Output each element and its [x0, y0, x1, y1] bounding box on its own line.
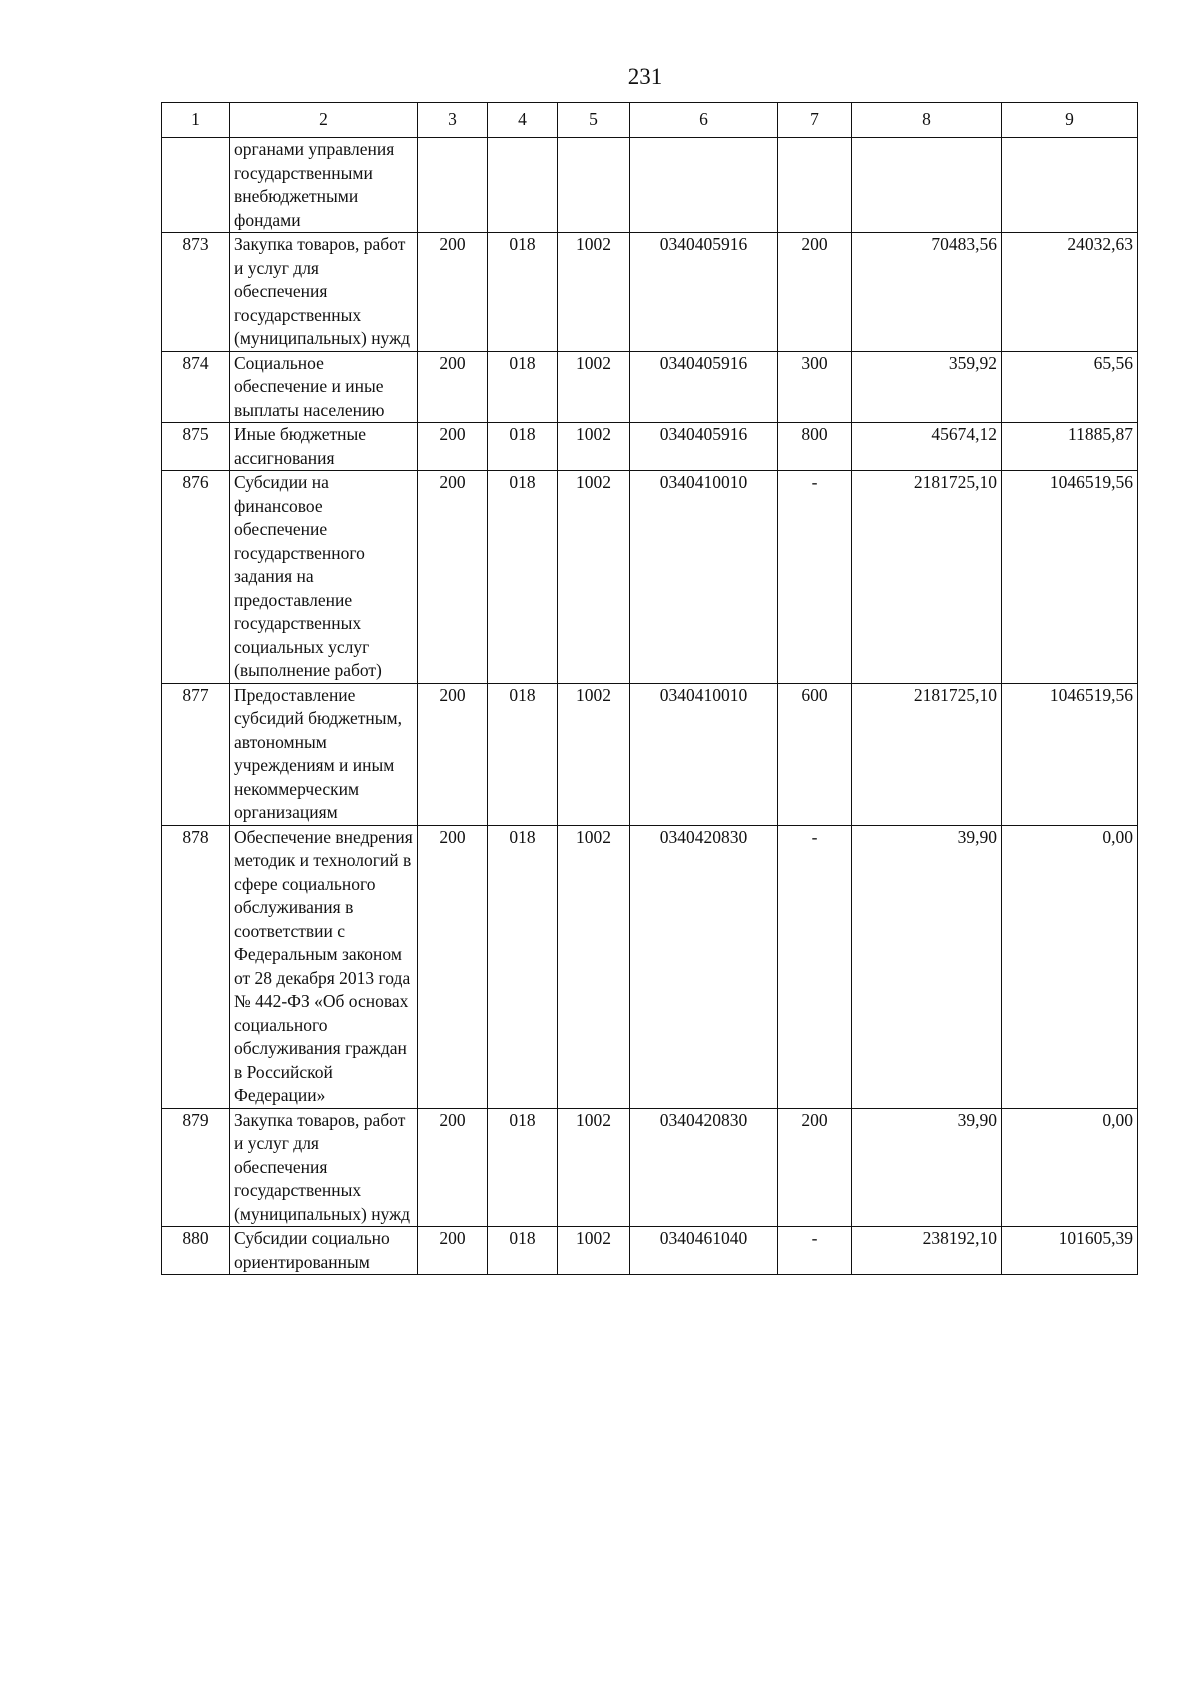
col3-cell: 200: [418, 471, 488, 684]
col8-amount: 238192,10: [852, 1227, 1002, 1275]
col5-cell: 1002: [558, 471, 630, 684]
col9-amount: [1002, 138, 1138, 233]
col7-cell: 300: [778, 351, 852, 423]
row-name: Социальное обеспечение и иные выплаты населению: [230, 351, 418, 423]
col8-amount: [852, 138, 1002, 233]
col6-cell: 0340461040: [630, 1227, 778, 1275]
col7-cell: 800: [778, 423, 852, 471]
row-number: 880: [162, 1227, 230, 1275]
col7-cell: [778, 138, 852, 233]
col6-cell: 0340405916: [630, 351, 778, 423]
col8-amount: 2181725,10: [852, 471, 1002, 684]
header-cell: 2: [230, 103, 418, 138]
header-cell: 4: [488, 103, 558, 138]
row-name: Обеспечение внедрения методик и технологий в сфере социального обслуживания в соответствии с Федеральным законом от 28 декабря 2013 года № 442-ФЗ «Об основах социального обслуживания граждан в Российской Федерации»: [230, 825, 418, 1108]
col4-cell: 018: [488, 351, 558, 423]
table-header: [162, 103, 1138, 138]
col4-cell: [488, 138, 558, 233]
header-cell: 6: [630, 103, 778, 138]
table-row: [162, 1227, 1138, 1275]
row-name: органами управления государственными внебюджетными фондами: [230, 138, 418, 233]
col3-cell: 200: [418, 233, 488, 352]
table-row: [162, 1108, 1138, 1227]
table-row: [162, 351, 1138, 423]
col4-cell: 018: [488, 233, 558, 352]
table-row: [162, 233, 1138, 352]
table-row: [162, 825, 1138, 1108]
col3-cell: [418, 138, 488, 233]
header-cell: 9: [1002, 103, 1138, 138]
budget-table: [161, 102, 1138, 1275]
col5-cell: 1002: [558, 1108, 630, 1227]
table-row: [162, 138, 1138, 233]
col5-cell: 1002: [558, 825, 630, 1108]
col7-cell: 600: [778, 683, 852, 825]
table-row: [162, 683, 1138, 825]
row-number: 876: [162, 471, 230, 684]
col7-cell: -: [778, 1227, 852, 1275]
col9-amount: 1046519,56: [1002, 471, 1138, 684]
row-number: 874: [162, 351, 230, 423]
col9-amount: 0,00: [1002, 1108, 1138, 1227]
col4-cell: 018: [488, 825, 558, 1108]
col3-cell: 200: [418, 1227, 488, 1275]
col7-cell: 200: [778, 233, 852, 352]
col9-amount: 65,56: [1002, 351, 1138, 423]
row-name: Иные бюджетные ассигнования: [230, 423, 418, 471]
col8-amount: 39,90: [852, 1108, 1002, 1227]
row-name: Субсидии на финансовое обеспечение государственного задания на предоставление государственных социальных услуг (выполнение работ): [230, 471, 418, 684]
header-cell: 1: [162, 103, 230, 138]
col9-amount: 24032,63: [1002, 233, 1138, 352]
table-row: [162, 423, 1138, 471]
row-name: Предоставление субсидий бюджетным, автономным учреждениям и иным некоммерческим организациям: [230, 683, 418, 825]
col4-cell: 018: [488, 1108, 558, 1227]
col5-cell: 1002: [558, 683, 630, 825]
row-name: Субсидии социально ориентированным: [230, 1227, 418, 1275]
col7-cell: -: [778, 825, 852, 1108]
col5-cell: 1002: [558, 351, 630, 423]
col8-amount: 70483,56: [852, 233, 1002, 352]
col4-cell: 018: [488, 683, 558, 825]
col6-cell: 0340405916: [630, 423, 778, 471]
col7-cell: 200: [778, 1108, 852, 1227]
col3-cell: 200: [418, 423, 488, 471]
row-number: 879: [162, 1108, 230, 1227]
col6-cell: 0340420830: [630, 1108, 778, 1227]
col8-amount: 2181725,10: [852, 683, 1002, 825]
col9-amount: 11885,87: [1002, 423, 1138, 471]
col9-amount: 1046519,56: [1002, 683, 1138, 825]
col4-cell: 018: [488, 1227, 558, 1275]
row-number: 875: [162, 423, 230, 471]
row-name: Закупка товаров, работ и услуг для обеспечения государственных (муниципальных) нужд: [230, 1108, 418, 1227]
col8-amount: 359,92: [852, 351, 1002, 423]
header-cell: 7: [778, 103, 852, 138]
col5-cell: [558, 138, 630, 233]
row-number: 877: [162, 683, 230, 825]
col3-cell: 200: [418, 825, 488, 1108]
row-number: 873: [162, 233, 230, 352]
header-cell: 3: [418, 103, 488, 138]
table-row: [162, 471, 1138, 684]
col4-cell: 018: [488, 423, 558, 471]
col7-cell: -: [778, 471, 852, 684]
col8-amount: 45674,12: [852, 423, 1002, 471]
page-number: 231: [627, 64, 663, 89]
header-row: [162, 103, 1138, 138]
col9-amount: 0,00: [1002, 825, 1138, 1108]
row-number: [162, 138, 230, 233]
header-cell: 8: [852, 103, 1002, 138]
col5-cell: 1002: [558, 1227, 630, 1275]
col6-cell: [630, 138, 778, 233]
col9-amount: 101605,39: [1002, 1227, 1138, 1275]
col5-cell: 1002: [558, 423, 630, 471]
col3-cell: 200: [418, 351, 488, 423]
col6-cell: 0340405916: [630, 233, 778, 352]
col6-cell: 0340410010: [630, 683, 778, 825]
row-number: 878: [162, 825, 230, 1108]
col6-cell: 0340410010: [630, 471, 778, 684]
col3-cell: 200: [418, 683, 488, 825]
table-body: [162, 138, 1138, 1275]
row-name: Закупка товаров, работ и услуг для обеспечения государственных (муниципальных) нужд: [230, 233, 418, 352]
col8-amount: 39,90: [852, 825, 1002, 1108]
col4-cell: 018: [488, 471, 558, 684]
col5-cell: 1002: [558, 233, 630, 352]
header-cell: 5: [558, 103, 630, 138]
col3-cell: 200: [418, 1108, 488, 1227]
col6-cell: 0340420830: [630, 825, 778, 1108]
